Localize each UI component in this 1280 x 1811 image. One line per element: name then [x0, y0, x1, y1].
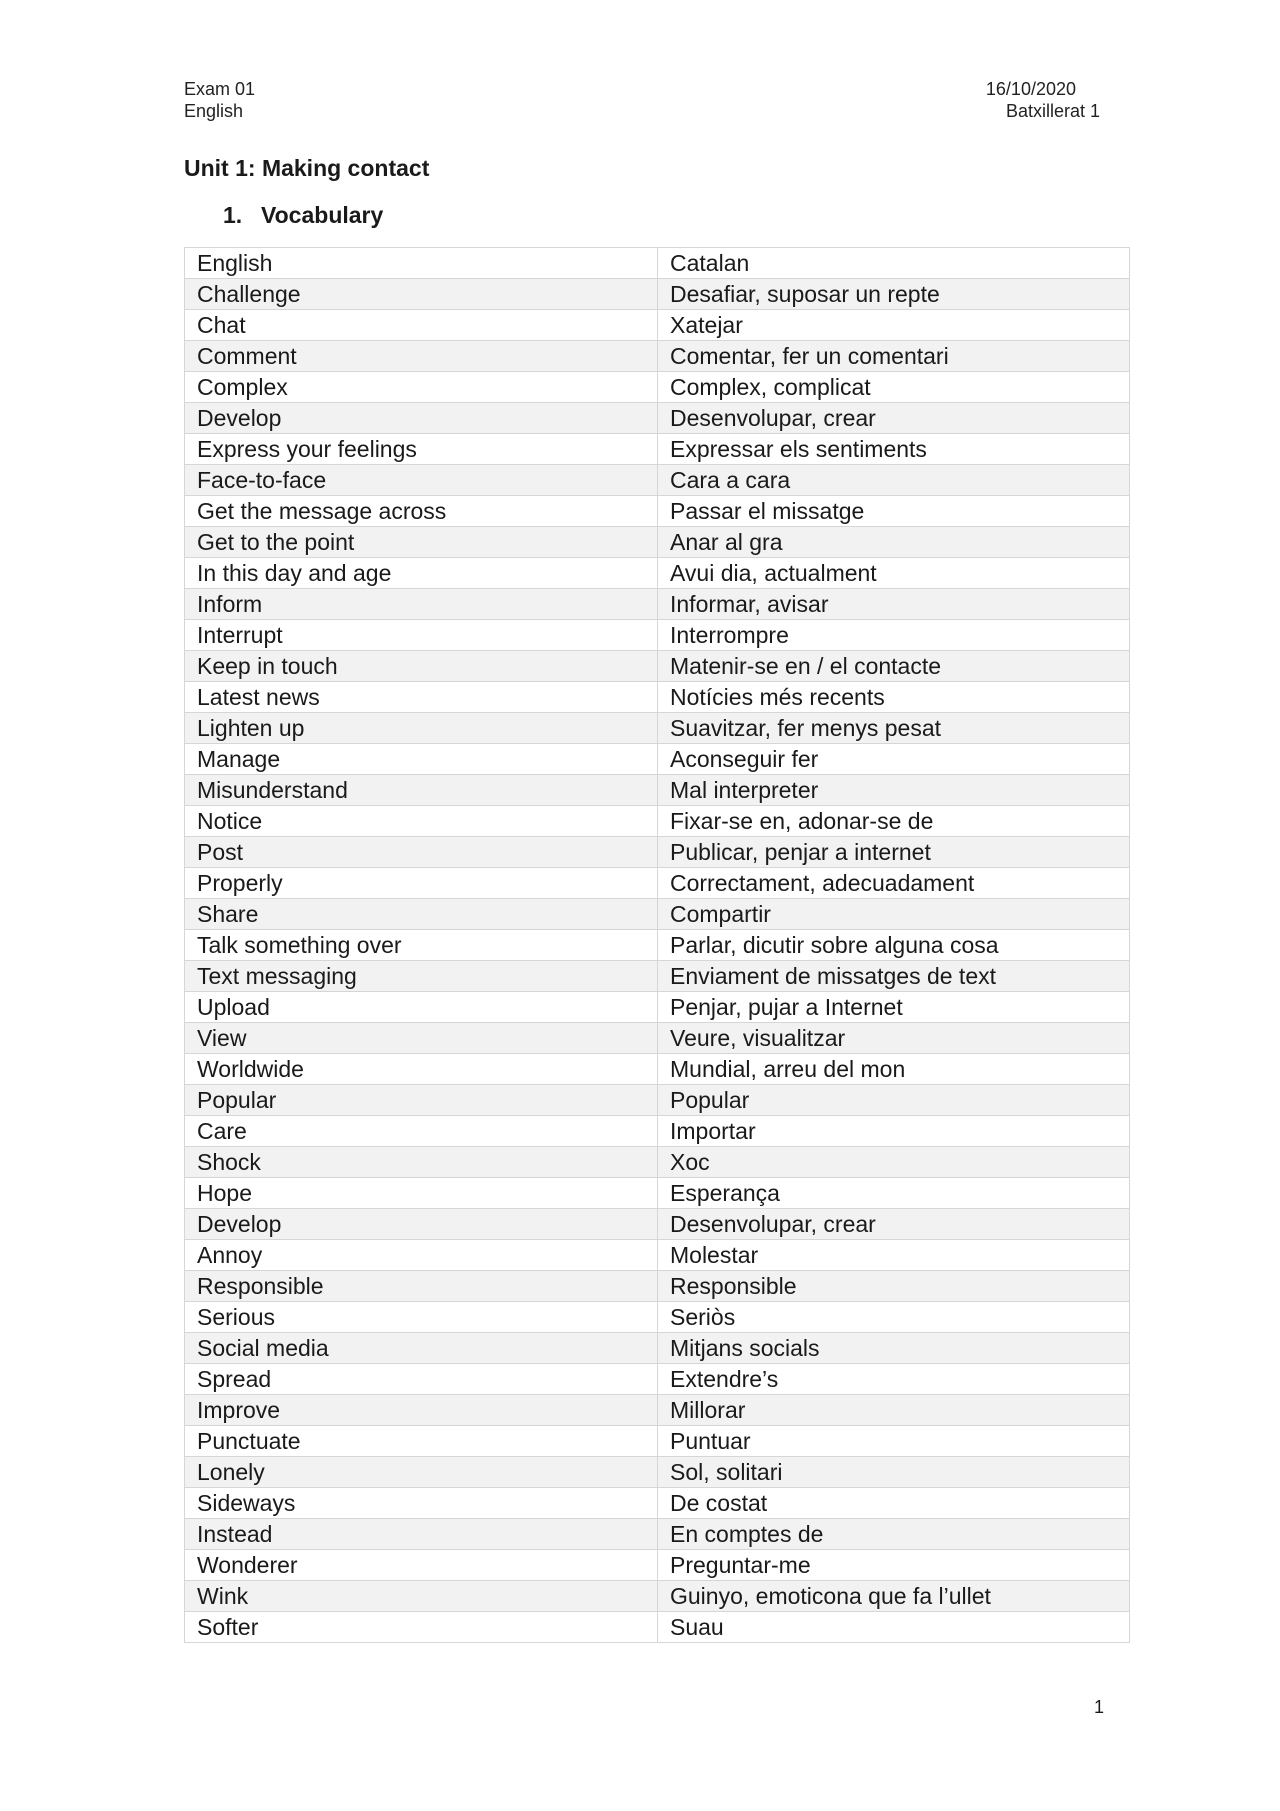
catalan-translation-cell: Penjar, pujar a Internet	[658, 992, 1130, 1023]
table-row	[185, 527, 1130, 558]
catalan-translation-cell: Sol, solitari	[658, 1457, 1130, 1488]
date-label: 16/10/2020	[985, 79, 1076, 99]
table-row	[185, 992, 1130, 1023]
english-term-cell: Spread	[185, 1364, 658, 1395]
table-row	[185, 403, 1130, 434]
table-row	[185, 1426, 1130, 1457]
english-term-cell: Chat	[185, 310, 658, 341]
catalan-translation-cell: Enviament de missatges de text	[658, 961, 1130, 992]
table-row	[185, 1612, 1130, 1643]
table-row	[185, 1085, 1130, 1116]
header-cell-english: English	[185, 248, 658, 279]
table-row	[185, 1116, 1130, 1147]
catalan-translation-cell: Anar al gra	[658, 527, 1130, 558]
catalan-translation-cell: Desenvolupar, crear	[658, 403, 1130, 434]
table-row	[185, 1023, 1130, 1054]
catalan-translation-cell: Suau	[658, 1612, 1130, 1643]
english-term-cell: Share	[185, 899, 658, 930]
section-title	[223, 201, 383, 229]
catalan-translation-cell: Correctament, adecuadament	[658, 868, 1130, 899]
catalan-translation-cell: Avui dia, actualment	[658, 558, 1130, 589]
catalan-translation-cell: Fixar-se en, adonar-se de	[658, 806, 1130, 837]
english-term-cell: Keep in touch	[185, 651, 658, 682]
table-row	[185, 279, 1130, 310]
english-term-cell: Interrupt	[185, 620, 658, 651]
exam-label: Exam 01	[184, 79, 256, 99]
english-term-cell: Face-to-face	[185, 465, 658, 496]
english-term-cell: View	[185, 1023, 658, 1054]
table-row	[185, 310, 1130, 341]
english-term-cell: Improve	[185, 1395, 658, 1426]
table-row	[185, 1519, 1130, 1550]
catalan-translation-cell: Esperança	[658, 1178, 1130, 1209]
table-header-row	[185, 248, 1130, 279]
table-row	[185, 496, 1130, 527]
english-term-cell: Popular	[185, 1085, 658, 1116]
vocabulary-table	[184, 247, 1130, 1643]
table-row	[185, 1147, 1130, 1178]
catalan-translation-cell: En comptes de	[658, 1519, 1130, 1550]
english-term-cell: Worldwide	[185, 1054, 658, 1085]
unit-title: Unit 1: Making contact	[184, 155, 430, 181]
english-term-cell: Social media	[185, 1333, 658, 1364]
table-row	[185, 558, 1130, 589]
english-term-cell: Complex	[185, 372, 658, 403]
catalan-translation-cell: Puntuar	[658, 1426, 1130, 1457]
table-row	[185, 713, 1130, 744]
catalan-translation-cell: Extendre’s	[658, 1364, 1130, 1395]
table-row	[185, 434, 1130, 465]
catalan-translation-cell: Mal interpreter	[658, 775, 1130, 806]
english-term-cell: Shock	[185, 1147, 658, 1178]
english-term-cell: Express your feelings	[185, 434, 658, 465]
table-row	[185, 1550, 1130, 1581]
header-right	[960, 78, 1100, 122]
table-row	[185, 465, 1130, 496]
catalan-translation-cell: Matenir-se en / el contacte	[658, 651, 1130, 682]
table-row	[185, 930, 1130, 961]
english-term-cell: Develop	[185, 1209, 658, 1240]
catalan-translation-cell: Notícies més recents	[658, 682, 1130, 713]
table-row	[185, 1488, 1130, 1519]
english-term-cell: Annoy	[185, 1240, 658, 1271]
catalan-translation-cell: Interrompre	[658, 620, 1130, 651]
table-row	[185, 1178, 1130, 1209]
english-term-cell: Lonely	[185, 1457, 658, 1488]
catalan-translation-cell: Veure, visualitzar	[658, 1023, 1130, 1054]
table-row	[185, 1271, 1130, 1302]
english-term-cell: Get to the point	[185, 527, 658, 558]
english-term-cell: Notice	[185, 806, 658, 837]
table-row	[185, 1364, 1130, 1395]
table-row	[185, 775, 1130, 806]
table-row	[185, 806, 1130, 837]
table-row	[185, 620, 1130, 651]
english-term-cell: Properly	[185, 868, 658, 899]
course-label: Batxillerat 1	[1005, 101, 1100, 121]
table-row	[185, 682, 1130, 713]
catalan-translation-cell: Xoc	[658, 1147, 1130, 1178]
catalan-translation-cell: Mundial, arreu del mon	[658, 1054, 1130, 1085]
english-term-cell: Instead	[185, 1519, 658, 1550]
english-term-cell: Serious	[185, 1302, 658, 1333]
catalan-translation-cell: Complex, complicat	[658, 372, 1130, 403]
catalan-translation-cell: Parlar, dicutir sobre alguna cosa	[658, 930, 1130, 961]
table-row	[185, 961, 1130, 992]
english-term-cell: Inform	[185, 589, 658, 620]
catalan-translation-cell: Seriòs	[658, 1302, 1130, 1333]
english-term-cell: Wink	[185, 1581, 658, 1612]
header-cell-catalan: Catalan	[658, 248, 1130, 279]
table-row	[185, 1581, 1130, 1612]
table-row	[185, 372, 1130, 403]
table-row	[185, 1240, 1130, 1271]
catalan-translation-cell: Expressar els sentiments	[658, 434, 1130, 465]
table-row	[185, 1333, 1130, 1364]
vocabulary-table-body	[185, 248, 1130, 1643]
catalan-translation-cell: Desenvolupar, crear	[658, 1209, 1130, 1240]
header-left	[184, 78, 255, 122]
english-term-cell: Lighten up	[185, 713, 658, 744]
table-row	[185, 589, 1130, 620]
table-row	[185, 651, 1130, 682]
table-row	[185, 1302, 1130, 1333]
section-title-text: Vocabulary	[261, 202, 384, 228]
table-row	[185, 1395, 1130, 1426]
english-term-cell: Challenge	[185, 279, 658, 310]
catalan-translation-cell: Publicar, penjar a internet	[658, 837, 1130, 868]
table-row	[185, 899, 1130, 930]
english-term-cell: Manage	[185, 744, 658, 775]
catalan-translation-cell: Aconseguir fer	[658, 744, 1130, 775]
catalan-translation-cell: Xatejar	[658, 310, 1130, 341]
english-term-cell: Care	[185, 1116, 658, 1147]
catalan-translation-cell: Mitjans socials	[658, 1333, 1130, 1364]
catalan-translation-cell: Informar, avisar	[658, 589, 1130, 620]
table-row	[185, 1054, 1130, 1085]
english-term-cell: Punctuate	[185, 1426, 658, 1457]
table-row	[185, 744, 1130, 775]
english-term-cell: Comment	[185, 341, 658, 372]
english-term-cell: Misunderstand	[185, 775, 658, 806]
catalan-translation-cell: Passar el missatge	[658, 496, 1130, 527]
table-row	[185, 837, 1130, 868]
catalan-translation-cell: Importar	[658, 1116, 1130, 1147]
page-number: 1	[1093, 1697, 1104, 1717]
catalan-translation-cell: Compartir	[658, 899, 1130, 930]
catalan-translation-cell: De costat	[658, 1488, 1130, 1519]
catalan-translation-cell: Preguntar-me	[658, 1550, 1130, 1581]
catalan-translation-cell: Molestar	[658, 1240, 1130, 1271]
english-term-cell: Get the message across	[185, 496, 658, 527]
english-term-cell: Responsible	[185, 1271, 658, 1302]
english-term-cell: In this day and age	[185, 558, 658, 589]
subject-label: English	[184, 101, 244, 121]
catalan-translation-cell: Comentar, fer un comentari	[658, 341, 1130, 372]
english-term-cell: Upload	[185, 992, 658, 1023]
table-row	[185, 868, 1130, 899]
english-term-cell: Softer	[185, 1612, 658, 1643]
table-row	[185, 1209, 1130, 1240]
catalan-translation-cell: Millorar	[658, 1395, 1130, 1426]
section-number: 1.	[223, 202, 243, 228]
table-row	[185, 341, 1130, 372]
english-term-cell: Text messaging	[185, 961, 658, 992]
english-term-cell: Hope	[185, 1178, 658, 1209]
catalan-translation-cell: Suavitzar, fer menys pesat	[658, 713, 1130, 744]
english-term-cell: Post	[185, 837, 658, 868]
catalan-translation-cell: Cara a cara	[658, 465, 1130, 496]
english-term-cell: Sideways	[185, 1488, 658, 1519]
english-term-cell: Wonderer	[185, 1550, 658, 1581]
english-term-cell: Develop	[185, 403, 658, 434]
english-term-cell: Talk something over	[185, 930, 658, 961]
catalan-translation-cell: Responsible	[658, 1271, 1130, 1302]
table-row	[185, 1457, 1130, 1488]
catalan-translation-cell: Guinyo, emoticona que fa l’ullet	[658, 1581, 1130, 1612]
english-term-cell: Latest news	[185, 682, 658, 713]
catalan-translation-cell: Popular	[658, 1085, 1130, 1116]
catalan-translation-cell: Desafiar, suposar un repte	[658, 279, 1130, 310]
